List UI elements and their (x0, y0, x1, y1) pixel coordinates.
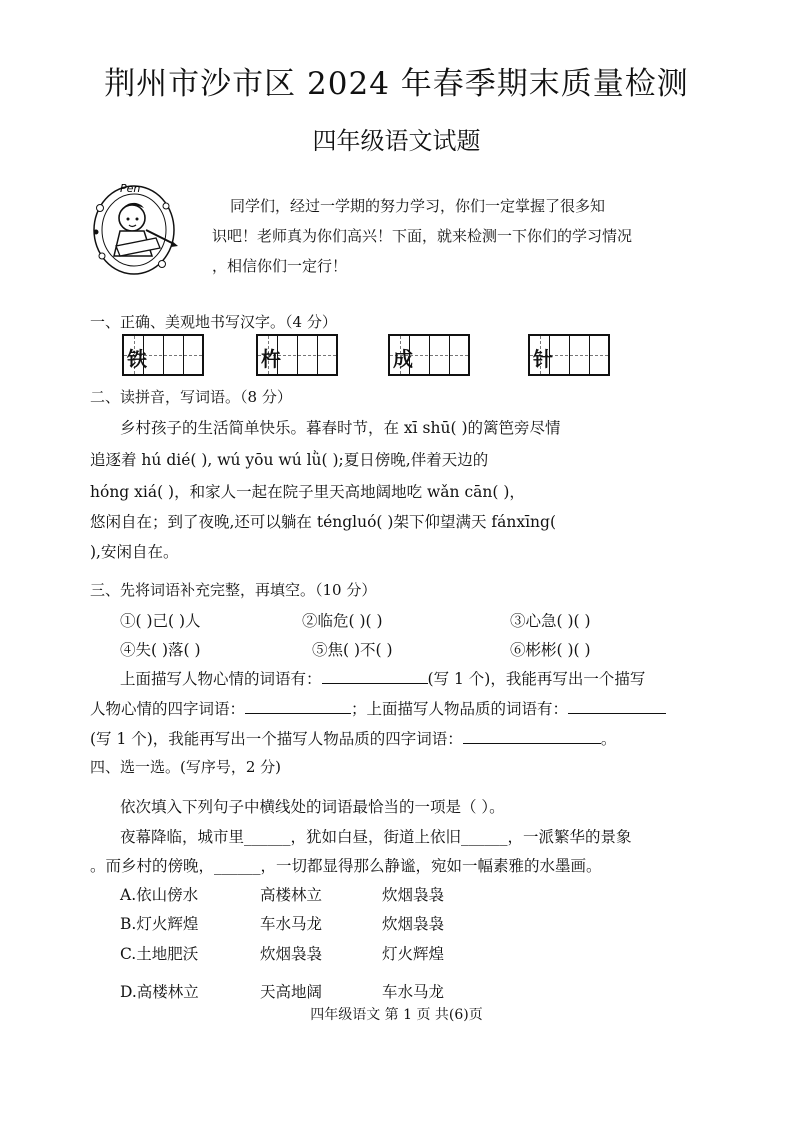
fill-line-1: 上面描写人物心情的词语有： (写 1 个)，我能再写出一个描写 (120, 670, 646, 688)
passage-line: 夜幕降临，城市里______，犹如白昼，街道上依旧______，一派繁华的景象 (120, 828, 632, 846)
option-d-word3: 车水马龙 (382, 983, 445, 1001)
idiom-blank[interactable]: ③心急( )( ) (510, 612, 591, 630)
option-b-label[interactable]: B.灯火辉煌 (120, 915, 199, 933)
pinyin-line: 追逐着 hú dié( ), wú yōu wú lǜ( );夏日傍晚,伴着天边的 (90, 451, 489, 469)
option-d-label[interactable]: D.高楼林立 (120, 983, 199, 1001)
option-a-word3: 炊烟袅袅 (382, 886, 445, 904)
option-a-word2: 高楼林立 (260, 886, 323, 904)
option-b-word2: 车水马龙 (260, 915, 323, 933)
intro-line: ，相信你们一定行！ (212, 257, 348, 275)
idiom-blank[interactable]: ①( )己( )人 (120, 612, 201, 630)
answer-line[interactable] (245, 699, 351, 714)
writing-box-1[interactable] (122, 334, 204, 376)
section-1-title: 一、正确、美观地书写汉字。（4 分） (90, 313, 337, 331)
pinyin-line: hóng xiá( )，和家人一起在院子里天高地阔地吃 wǎn cān( )， (90, 483, 525, 501)
question-text: 依次填入下列句子中横线处的词语最恰当的一项是（ ）。 (120, 798, 505, 816)
practice-char: 针 (533, 347, 553, 371)
idiom-blank[interactable]: ⑤焦( )不( ) (312, 641, 393, 659)
mascot-label: Pen (120, 182, 141, 195)
intro-paragraph (212, 191, 712, 281)
section-4-title: 四、选一选。(写序号，2 分) (90, 758, 282, 776)
answer-line[interactable] (568, 699, 666, 714)
option-d-word2: 天高地阔 (260, 983, 323, 1001)
section-2-title: 二、读拼音，写词语。（8 分） (90, 388, 292, 406)
pinyin-line: 乡村孩子的生活简单快乐。暮春时节，在 xī shū( )的篱笆旁尽情 (120, 419, 561, 437)
fill-line-3: (写 1 个)，我能再写出一个描写人物品质的四字词语： 。 (90, 730, 617, 748)
passage-line: 。而乡村的傍晚，______，一切都显得那么静谧，宛如一幅素雅的水墨画。 (90, 857, 602, 875)
pen-mascot-icon (86, 178, 182, 278)
writing-box-4[interactable] (528, 334, 610, 376)
option-c-label[interactable]: C.土地肥沃 (120, 945, 199, 963)
exam-title: 荆州市沙市区 2024 年春季期末质量检测 (104, 66, 689, 102)
exam-subtitle: 四年级语文试题 (312, 127, 481, 155)
option-a-label[interactable]: A.依山傍水 (120, 886, 199, 904)
writing-box-3[interactable] (388, 334, 470, 376)
mascot-illustration (86, 178, 182, 278)
answer-line[interactable] (322, 669, 428, 684)
practice-char: 杵 (261, 347, 281, 371)
idiom-blank[interactable]: ⑥彬彬( )( ) (510, 641, 591, 659)
pinyin-line: 悠闲自在；到了夜晚,还可以躺在 téngluó( )架下仰望满天 fánxīng( (90, 513, 556, 531)
writing-box-2[interactable] (256, 334, 338, 376)
option-b-word3: 炊烟袅袅 (382, 915, 445, 933)
intro-line: 识吧！老师真为你们高兴！下面，就来检测一下你们的学习情况 (212, 227, 633, 245)
answer-line[interactable] (463, 729, 601, 744)
idiom-blank[interactable]: ④失( )落( ) (120, 641, 201, 659)
practice-char: 成 (393, 347, 413, 371)
pinyin-line: ),安闲自在。 (90, 543, 179, 561)
idiom-blank[interactable]: ②临危( )( ) (302, 612, 383, 630)
section-3-title: 三、先将词语补充完整，再填空。（10 分） (90, 581, 377, 599)
practice-char: 铁 (127, 347, 147, 371)
fill-line-2: 人物心情的四字词语： ；上面描写人物品质的词语有： (90, 697, 666, 719)
option-c-word3: 灯火辉煌 (382, 945, 445, 963)
intro-line: 同学们，经过一学期的努力学习，你们一定掌握了很多知 (230, 197, 606, 215)
page-footer: 四年级语文 第 1 页 共(6)页 (310, 1007, 483, 1023)
option-c-word2: 炊烟袅袅 (260, 945, 323, 963)
